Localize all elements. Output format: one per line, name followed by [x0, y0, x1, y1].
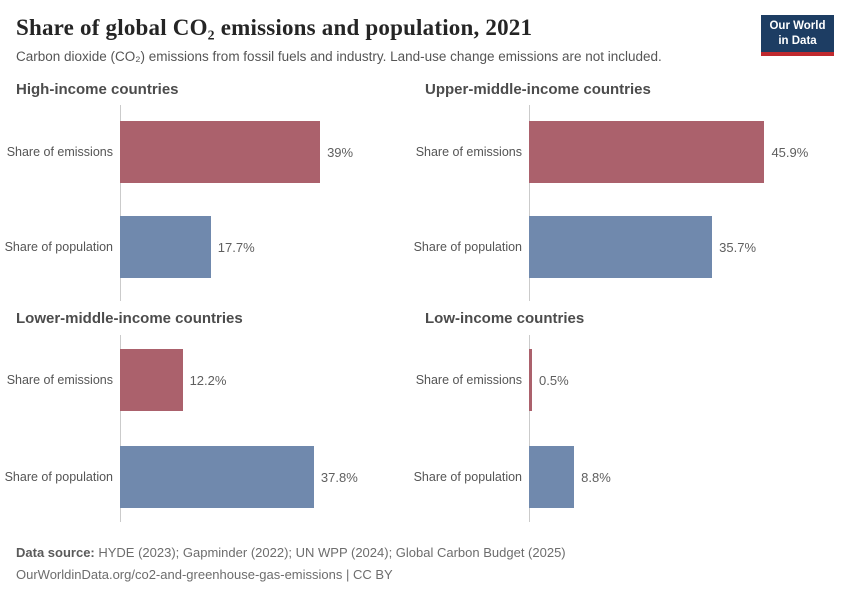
value-label: 45.9% — [771, 144, 809, 160]
panel-grid — [4, 80, 834, 523]
chart-subtitle: Carbon dioxide (CO₂) emissions from fossil fuels and industry. Land-use change emissions are not included. — [16, 48, 662, 64]
panel-high-income — [4, 80, 425, 302]
value-label: 17.7% — [217, 239, 255, 255]
bar-row — [413, 216, 834, 278]
value-label: 8.8% — [581, 469, 611, 485]
owid-logo-line2: in Data — [778, 34, 817, 47]
plot-area — [413, 335, 834, 522]
panel-title: Lower-middle-income countries — [16, 310, 243, 328]
emissions-bar — [120, 121, 320, 183]
value-label: 0.5% — [539, 372, 569, 388]
panel-title: Upper-middle-income countries — [425, 80, 651, 98]
emissions-bar — [529, 121, 764, 183]
category-label-emissions: Share of emissions — [6, 145, 113, 160]
category-label-population: Share of population — [4, 470, 113, 485]
panel-upper-middle-income — [413, 80, 834, 302]
bar-row — [6, 121, 425, 183]
chart-footer — [16, 542, 834, 585]
data-source-line — [16, 542, 834, 563]
data-source-value: HYDE (2023); Gapminder (2022); UN WPP (2024); Global Carbon Budget (2025) — [94, 545, 566, 561]
panel-title: Low-income countries — [425, 310, 585, 328]
population-bar — [529, 216, 712, 278]
bar-row — [4, 216, 425, 278]
category-label-emissions: Share of emissions — [415, 373, 522, 388]
emissions-bar — [120, 349, 183, 411]
panel-low-income — [413, 310, 834, 522]
category-label-emissions: Share of emissions — [415, 145, 522, 160]
population-bar — [120, 216, 211, 278]
population-bar — [529, 446, 574, 508]
plot-area — [4, 105, 425, 301]
bar-row — [415, 121, 834, 183]
category-label-population: Share of population — [413, 240, 522, 255]
owid-logo-line1: Our World — [769, 20, 826, 32]
plot-area — [4, 335, 425, 522]
data-source-label: Data source: — [16, 545, 95, 561]
bar-row — [415, 349, 834, 411]
panel-lower-middle-income — [4, 310, 425, 522]
bar-row — [6, 349, 425, 411]
chart-title: Share of global CO₂ emissions and population, 2021 — [16, 15, 533, 40]
category-label-population: Share of population — [4, 240, 113, 255]
emissions-bar — [529, 349, 532, 411]
category-label-emissions: Share of emissions — [6, 373, 113, 388]
value-label: 39% — [327, 144, 354, 160]
value-label: 35.7% — [719, 239, 757, 255]
value-label: 12.2% — [189, 372, 227, 388]
panel-title: High-income countries — [16, 80, 179, 98]
category-label-population: Share of population — [413, 470, 522, 485]
bar-row — [413, 446, 834, 508]
bar-row — [4, 446, 425, 508]
population-bar — [120, 446, 314, 508]
value-label: 37.8% — [320, 469, 358, 485]
owid-logo — [761, 15, 834, 56]
plot-area — [413, 105, 834, 301]
citation-line: OurWorldinData.org/co2-and-greenhouse-gas-emissions | CC BY — [16, 566, 393, 582]
